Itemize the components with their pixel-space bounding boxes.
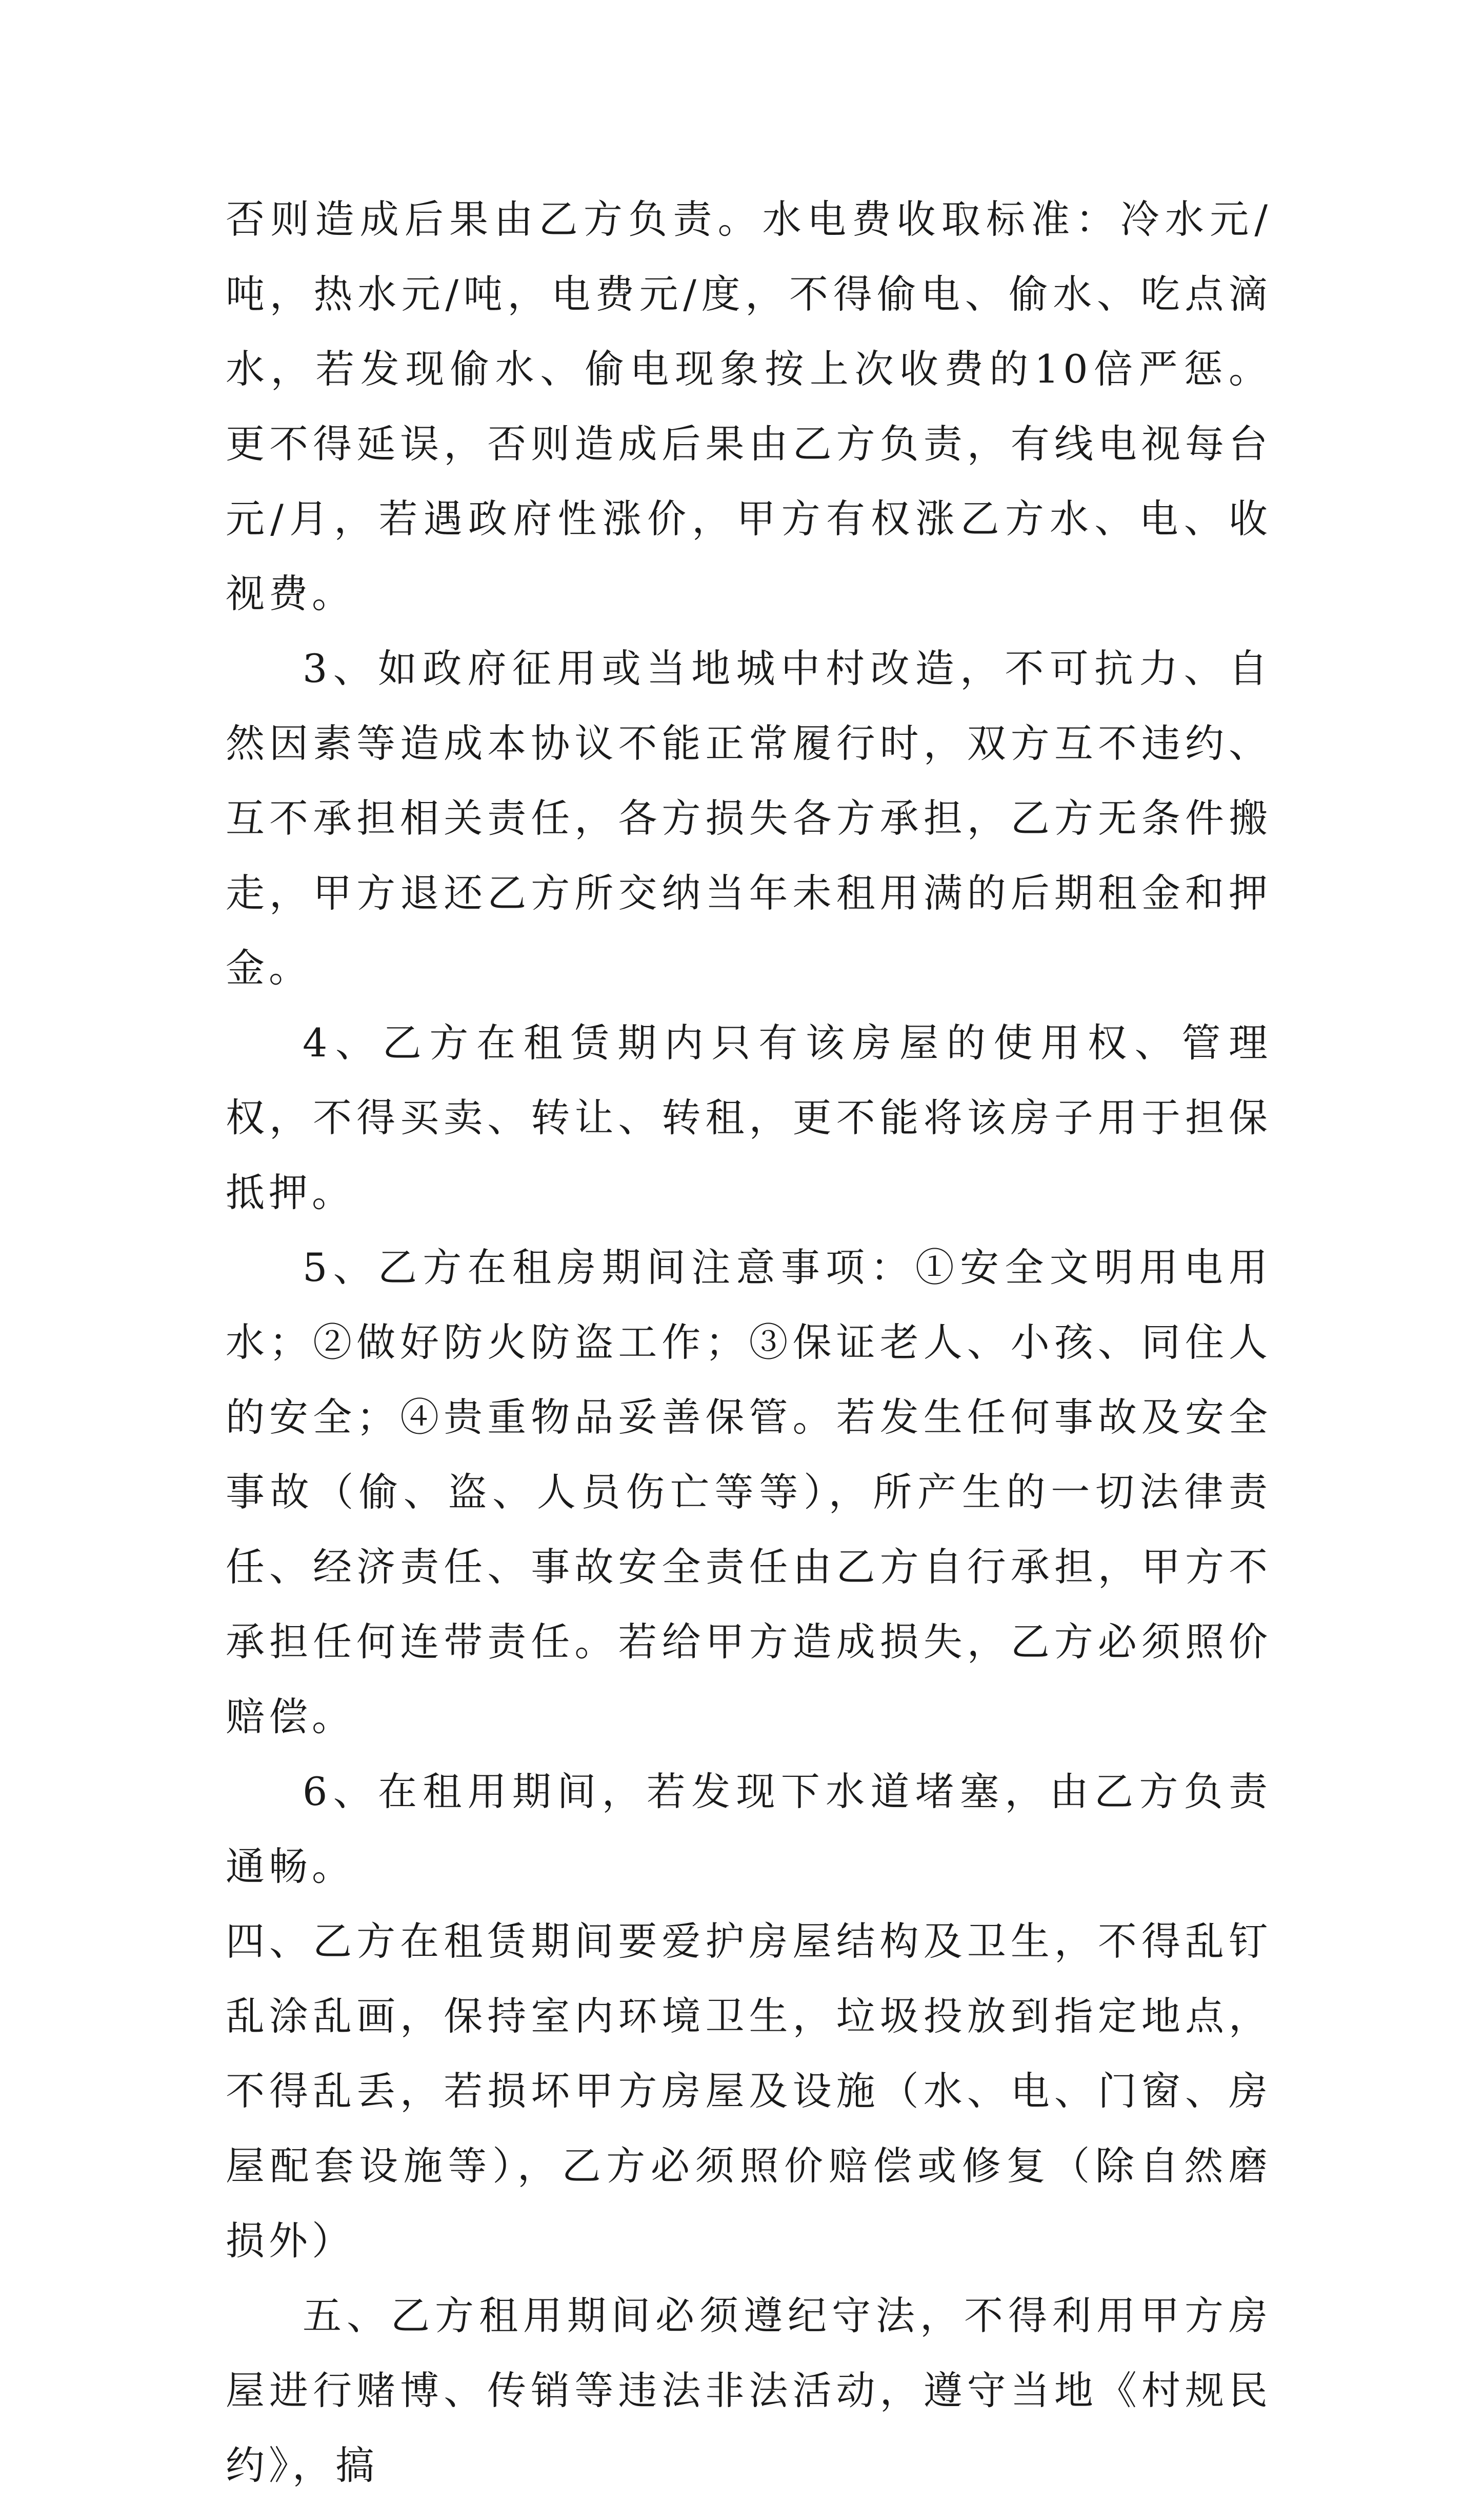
- paragraph-section-5-law-abiding: 五、乙方租用期间必须遵纪守法，不得利用甲方房屋进行赌博、传销等违法非法活动，遵守当地《村规民约》，搞: [226, 2293, 1272, 2488]
- paragraph-clause-3-force-majeure: 3、如政府征用或当地城中村改造，不可抗力、自然因素等造成本协议不能正常履行时，双方互不违约、互不承担相关责任，各方损失各方承担，乙方无条件搬走，甲方退还乙方所交纳当年未租用满的后期租金和押金。: [226, 646, 1272, 991]
- paragraph-water-electricity-fees: 否则造成后果由乙方负责。水电费收取标准：冷水元/吨，热水元/吨，电费元/度，不得偷电、偷水、吃点滴水，若发现偷水、偷电现象按上次收费的10倍严惩。更不得延误，否则造成后果由乙方负责，有线电视每台元/月，若遇政府性涨价，甲方有权涨乙方水、电、收视费。: [226, 196, 1272, 616]
- paragraph-clause-4-usage-rights: 4、乙方在租赁期内只有该房屋的使用权、管理权，不得买卖、转让、转租，更不能将该房子用于担保抵押。: [226, 1020, 1272, 1215]
- document-body: [226, 182, 1272, 2503]
- paragraph-clause-6-drainage: 6、在租用期间，若发现下水道堵塞，由乙方负责通畅。: [226, 1769, 1272, 1889]
- paragraph-clause-5-safety-notes: 5、乙方在租房期间注意事项：①安全文明用电用水；②做好防火防盗工作；③保证老人、小孩、同住人的安全；④贵重物品妥善保管。若发生任何事故及安全事故（偷、盗、人员伤亡等等），所产生的一切法律责任、经济责任、事故安全责任由乙方自行承担，甲方不承担任何连带责任。若给甲方造成损失，乙方必须照价赔偿。: [226, 1245, 1272, 1739]
- paragraph-section-4-maintenance: 四、乙方在租赁期间要爱护房屋结构及卫生，不得乱钉乱涂乱画，保持室内环境卫生，垃圾投放到指定地点，不得乱丢，若损坏甲方房屋及设施（水、电、门窗、房屋配套设施等），乙方必须照价赔偿或修复（除自然磨损外）: [226, 1918, 1272, 2264]
